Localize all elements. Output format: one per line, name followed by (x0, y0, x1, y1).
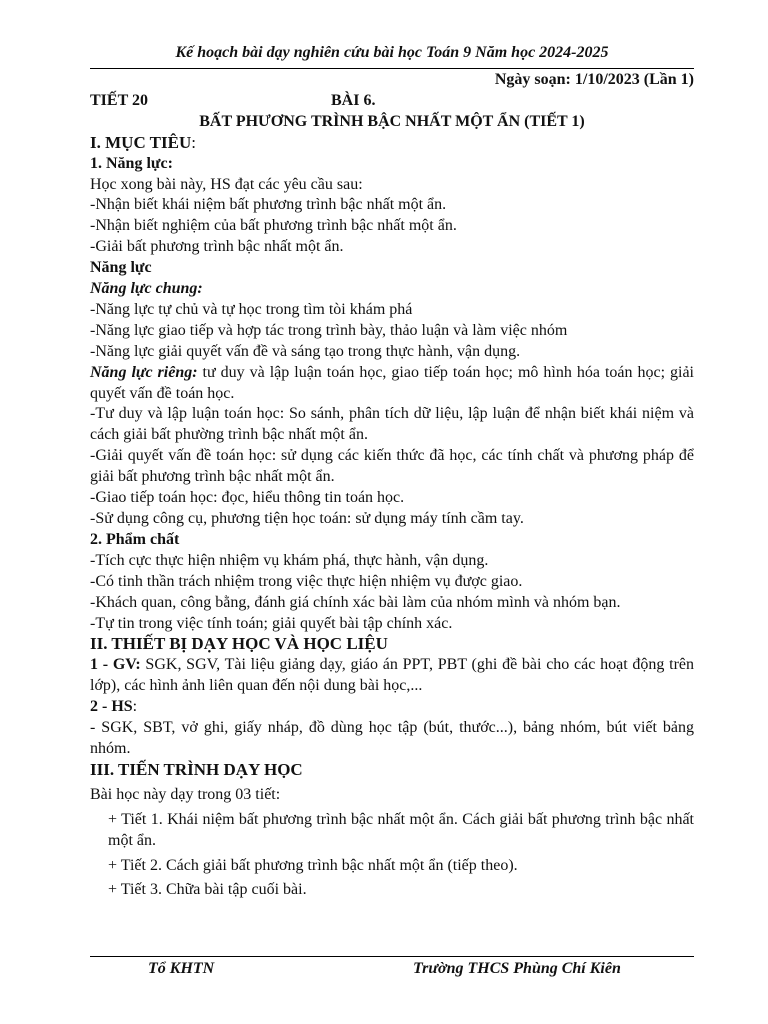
qualities-item: -Khách quan, công bằng, đánh giá chính xác bài làm của nhóm mình và nhóm bạn. (90, 593, 621, 611)
specific-competence-item: -Tư duy và lập luận toán học: So sánh, phân tích dữ liệu, lập luận để nhận biết khái niệm và cách giải bất phường trình bậc nhất một ẩn. (90, 405, 694, 444)
competence-item: -Nhận biết khái niệm bất phương trình bậc nhất một ẩn. (90, 196, 447, 214)
competence-item: -Nhận biết nghiệm của bất phương trình bậc nhất một ẩn. (90, 217, 457, 235)
qualities-heading: 2. Phẩm chất (90, 530, 180, 548)
section-equipment-heading: II. THIẾT BỊ DẠY HỌC VÀ HỌC LIỆU (90, 634, 388, 654)
lesson-row (90, 91, 694, 112)
general-competence-label: Năng lực chung: (90, 280, 203, 298)
competence-label: Năng lực (90, 259, 152, 277)
student-materials: - SGK, SBT, vở ghi, giấy nháp, đồ dùng học tập (bút, thước...), bảng nhóm, bút viết bảng nhóm. (90, 719, 694, 757)
general-competence-item: -Năng lực tự chủ và tự học trong tìm tòi khám phá (90, 300, 413, 318)
general-competence-item: -Năng lực giải quyết vấn đề và sáng tạo trong thực hành, vận dụng. (90, 342, 521, 360)
general-competence-item: -Năng lực giao tiếp và hợp tác trong trình bày, thảo luận và làm việc nhóm (90, 321, 568, 339)
specific-competence-item: -Giao tiếp toán học: đọc, hiểu thông tin toán học. (90, 489, 405, 507)
qualities-item: -Tự tin trong việc tính toán; giải quyết bài tập chính xác. (90, 614, 453, 632)
student-heading: 2 - HS: (90, 698, 138, 716)
qualities-item: -Có tinh thần trách nhiệm trong việc thực hiện nhiệm vụ được giao. (90, 572, 523, 590)
footer-school: Trường THCS Phùng Chí Kiên (413, 960, 621, 977)
process-intro: Bài học này dạy trong 03 tiết: (90, 785, 281, 803)
specific-competence-item: -Sử dụng công cụ, phương tiện học toán: sử dụng máy tính cầm tay. (90, 510, 524, 528)
process-item: + Tiết 2. Cách giải bất phương trình bậc nhất một ẩn (tiếp theo). (108, 856, 518, 874)
teacher-materials: 1 - GV: SGK, SGV, Tài liệu giảng dạy, giáo án PPT, PBT (ghi đề bài cho các hoạt động trên lớp), các hình ảnh liên quan đến nội dung bài học,... (90, 656, 695, 695)
competence-heading: 1. Năng lực: (90, 154, 173, 172)
qualities-item: -Tích cực thực hiện nhiệm vụ khám phá, thực hành, vận dụng. (90, 551, 489, 569)
date-line: Ngày soạn: 1/10/2023 (Lần 1) (494, 71, 694, 88)
lesson-period: TIẾT 20 (90, 91, 148, 109)
teacher-label: 1 - GV: (90, 656, 141, 674)
competence-item: -Giải bất phương trình bậc nhất một ẩn. (90, 238, 344, 256)
section-objectives-heading: I. MỤC TIÊU: (90, 132, 196, 152)
page-header: Kế hoạch bài dạy nghiên cứu bài học Toán 9 Năm học 2024-2025 (175, 44, 609, 61)
section-process-heading: III. TIẾN TRÌNH DẠY HỌC (90, 759, 303, 779)
footer-department: Tổ KHTN (148, 960, 215, 977)
document-body (90, 70, 694, 901)
header-rule (90, 68, 694, 69)
process-item: + Tiết 3. Chữa bài tập cuối bài. (108, 881, 307, 899)
lesson-title: BẤT PHƯƠNG TRÌNH BẬC NHẤT MỘT ẨN (TIẾT 1) (199, 112, 585, 130)
specific-competence-label: Năng lực riêng: (90, 363, 198, 381)
competence-intro: Học xong bài này, HS đạt các yêu cầu sau: (90, 175, 363, 193)
specific-competence: Năng lực riêng: tư duy và lập luận toán học, giao tiếp toán học; mô hình hóa toán học; giải quyết vấn đề toán học. (90, 363, 694, 402)
specific-competence-item: -Giải quyết vấn đề toán học: sử dụng các kiến thức đã học, các tính chất và phương pháp để giải bất phương trình bậc nhất một ẩn. (90, 447, 694, 486)
lesson-number: BÀI 6. (331, 91, 376, 109)
footer-rule (90, 956, 694, 957)
process-item: + Tiết 1. Khái niệm bất phương trình bậc nhất một ẩn. Cách giải bất phương trình bậc nhất một ẩn. (108, 810, 694, 849)
